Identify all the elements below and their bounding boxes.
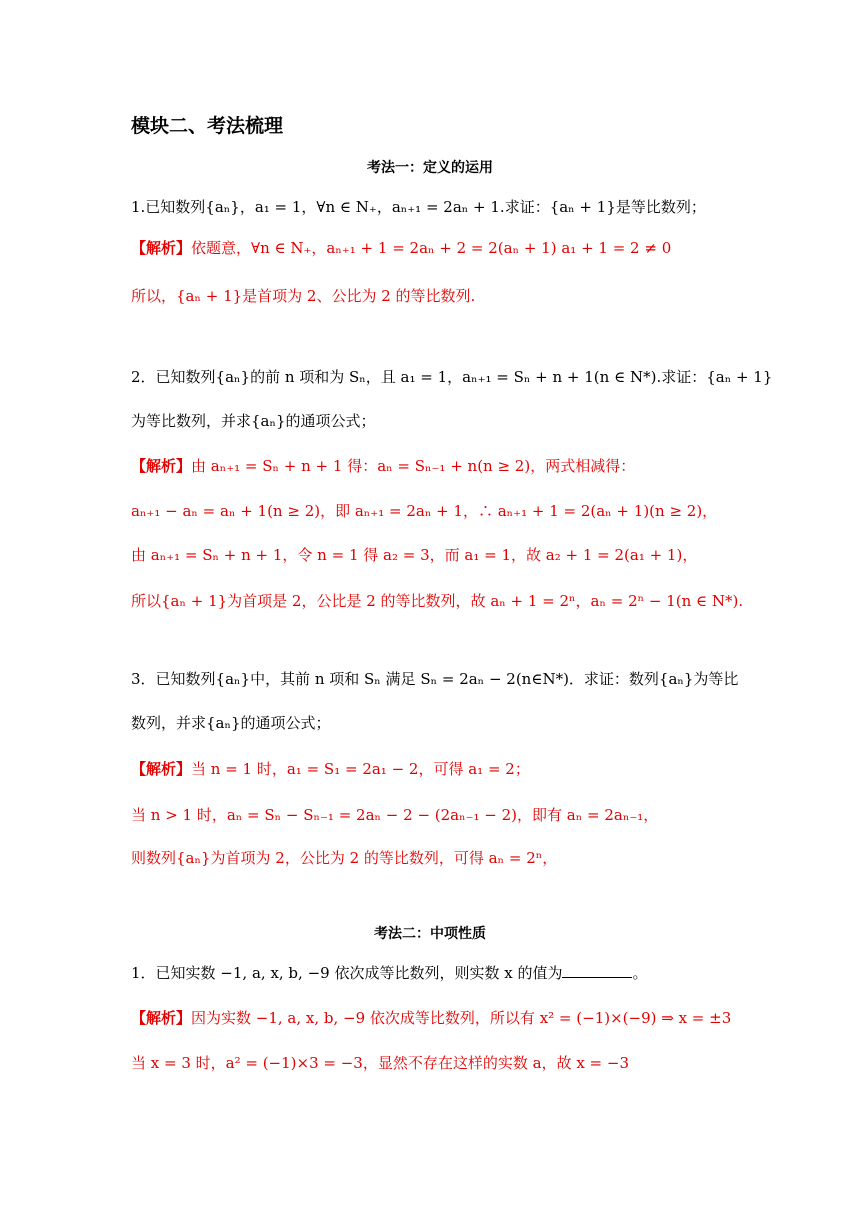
solution-tag: 【解析】: [131, 457, 192, 475]
question-end: 。: [632, 964, 648, 982]
solution-2-line-3: 由 aₙ₊₁ = Sₙ + n + 1，令 n = 1 得 a₂ = 3，而 a₁ = 1，故 a₂ + 1 = 2(a₁ + 1)，: [131, 546, 698, 564]
solution-text: 因为实数 −1, a, x, b, −9 依次成等比数列，所以有 x² = (−1)×(−9) ⇒ x = ±3: [191, 1009, 732, 1027]
section-heading-2: 考法二：中项性质: [374, 926, 486, 942]
question-text: 1．已知实数 −1, a, x, b, −9 依次成等比数列，则实数 x 的值为: [131, 964, 563, 982]
solution-3-line-2: 当 n > 1 时，aₙ = Sₙ − Sₙ₋₁ = 2aₙ − 2 − (2aₙ₋₁ − 2)，即有 aₙ = 2aₙ₋₁，: [131, 806, 659, 824]
question-4: [131, 961, 740, 985]
solution-4-line-1: [131, 1006, 740, 1030]
solution-3-line-3: 则数列{aₙ}为首项为 2，公比为 2 的等比数列，可得 aₙ = 2ⁿ，: [131, 849, 558, 867]
solution-4-line-2: 当 x = 3 时，a² = (−1)×3 = −3，显然不存在这样的实数 a，故 x = −3: [131, 1054, 630, 1072]
question-2-line-2: 为等比数列，并求{aₙ}的通项公式；: [131, 412, 376, 430]
question-3-line-1: 3．已知数列{aₙ}中，其前 n 项和 Sₙ 满足 Sₙ = 2aₙ − 2(n∈N*)．求证：数列{aₙ}为等比: [131, 670, 739, 688]
solution-3-line-1: [131, 757, 740, 781]
solution-text: 当 n = 1 时，a₁ = S₁ = 2a₁ − 2，可得 a₁ = 2；: [191, 760, 530, 778]
solution-2-line-2: aₙ₊₁ − aₙ = aₙ + 1(n ≥ 2)，即 aₙ₊₁ = 2aₙ + 1，∴ aₙ₊₁ + 1 = 2(aₙ + 1)(n ≥ 2)，: [131, 502, 718, 520]
solution-tag: 【解析】: [131, 1009, 192, 1027]
section-heading-1: 考法一：定义的运用: [367, 160, 493, 176]
question-2-line-1: 2．已知数列{aₙ}的前 n 项和为 Sₙ，且 a₁ = 1，aₙ₊₁ = Sₙ + n + 1(n ∈ N*).求证：{aₙ + 1}: [131, 368, 773, 386]
solution-1-line-1: [131, 236, 740, 260]
question-1: 1.已知数列{aₙ}，a₁ = 1，∀n ∈ N₊，aₙ₊₁ = 2aₙ + 1.求证：{aₙ + 1}是等比数列；: [131, 198, 706, 216]
question-3-line-2: 数列，并求{aₙ}的通项公式；: [131, 714, 331, 732]
solution-text: 由 aₙ₊₁ = Sₙ + n + 1 得：aₙ = Sₙ₋₁ + n(n ≥ 2)，两式相减得：: [191, 457, 636, 475]
solution-tag: 【解析】: [131, 760, 192, 778]
solution-tag: 【解析】: [131, 239, 192, 257]
solution-2-line-4: 所以{aₙ + 1}为首项是 2，公比是 2 的等比数列，故 aₙ + 1 = 2ⁿ，aₙ = 2ⁿ − 1(n ∈ N*).: [131, 592, 744, 610]
solution-text: 依题意，∀n ∈ N₊，aₙ₊₁ + 1 = 2aₙ + 2 = 2(aₙ + 1) a₁ + 1 = 2 ≠ 0: [191, 239, 672, 257]
module-title: 模块二、考法梳理: [131, 115, 284, 137]
answer-blank[interactable]: [562, 961, 632, 978]
solution-2-line-1: [131, 454, 740, 478]
solution-1-line-2: 所以，{aₙ + 1}是首项为 2、公比为 2 的等比数列.: [131, 287, 476, 305]
